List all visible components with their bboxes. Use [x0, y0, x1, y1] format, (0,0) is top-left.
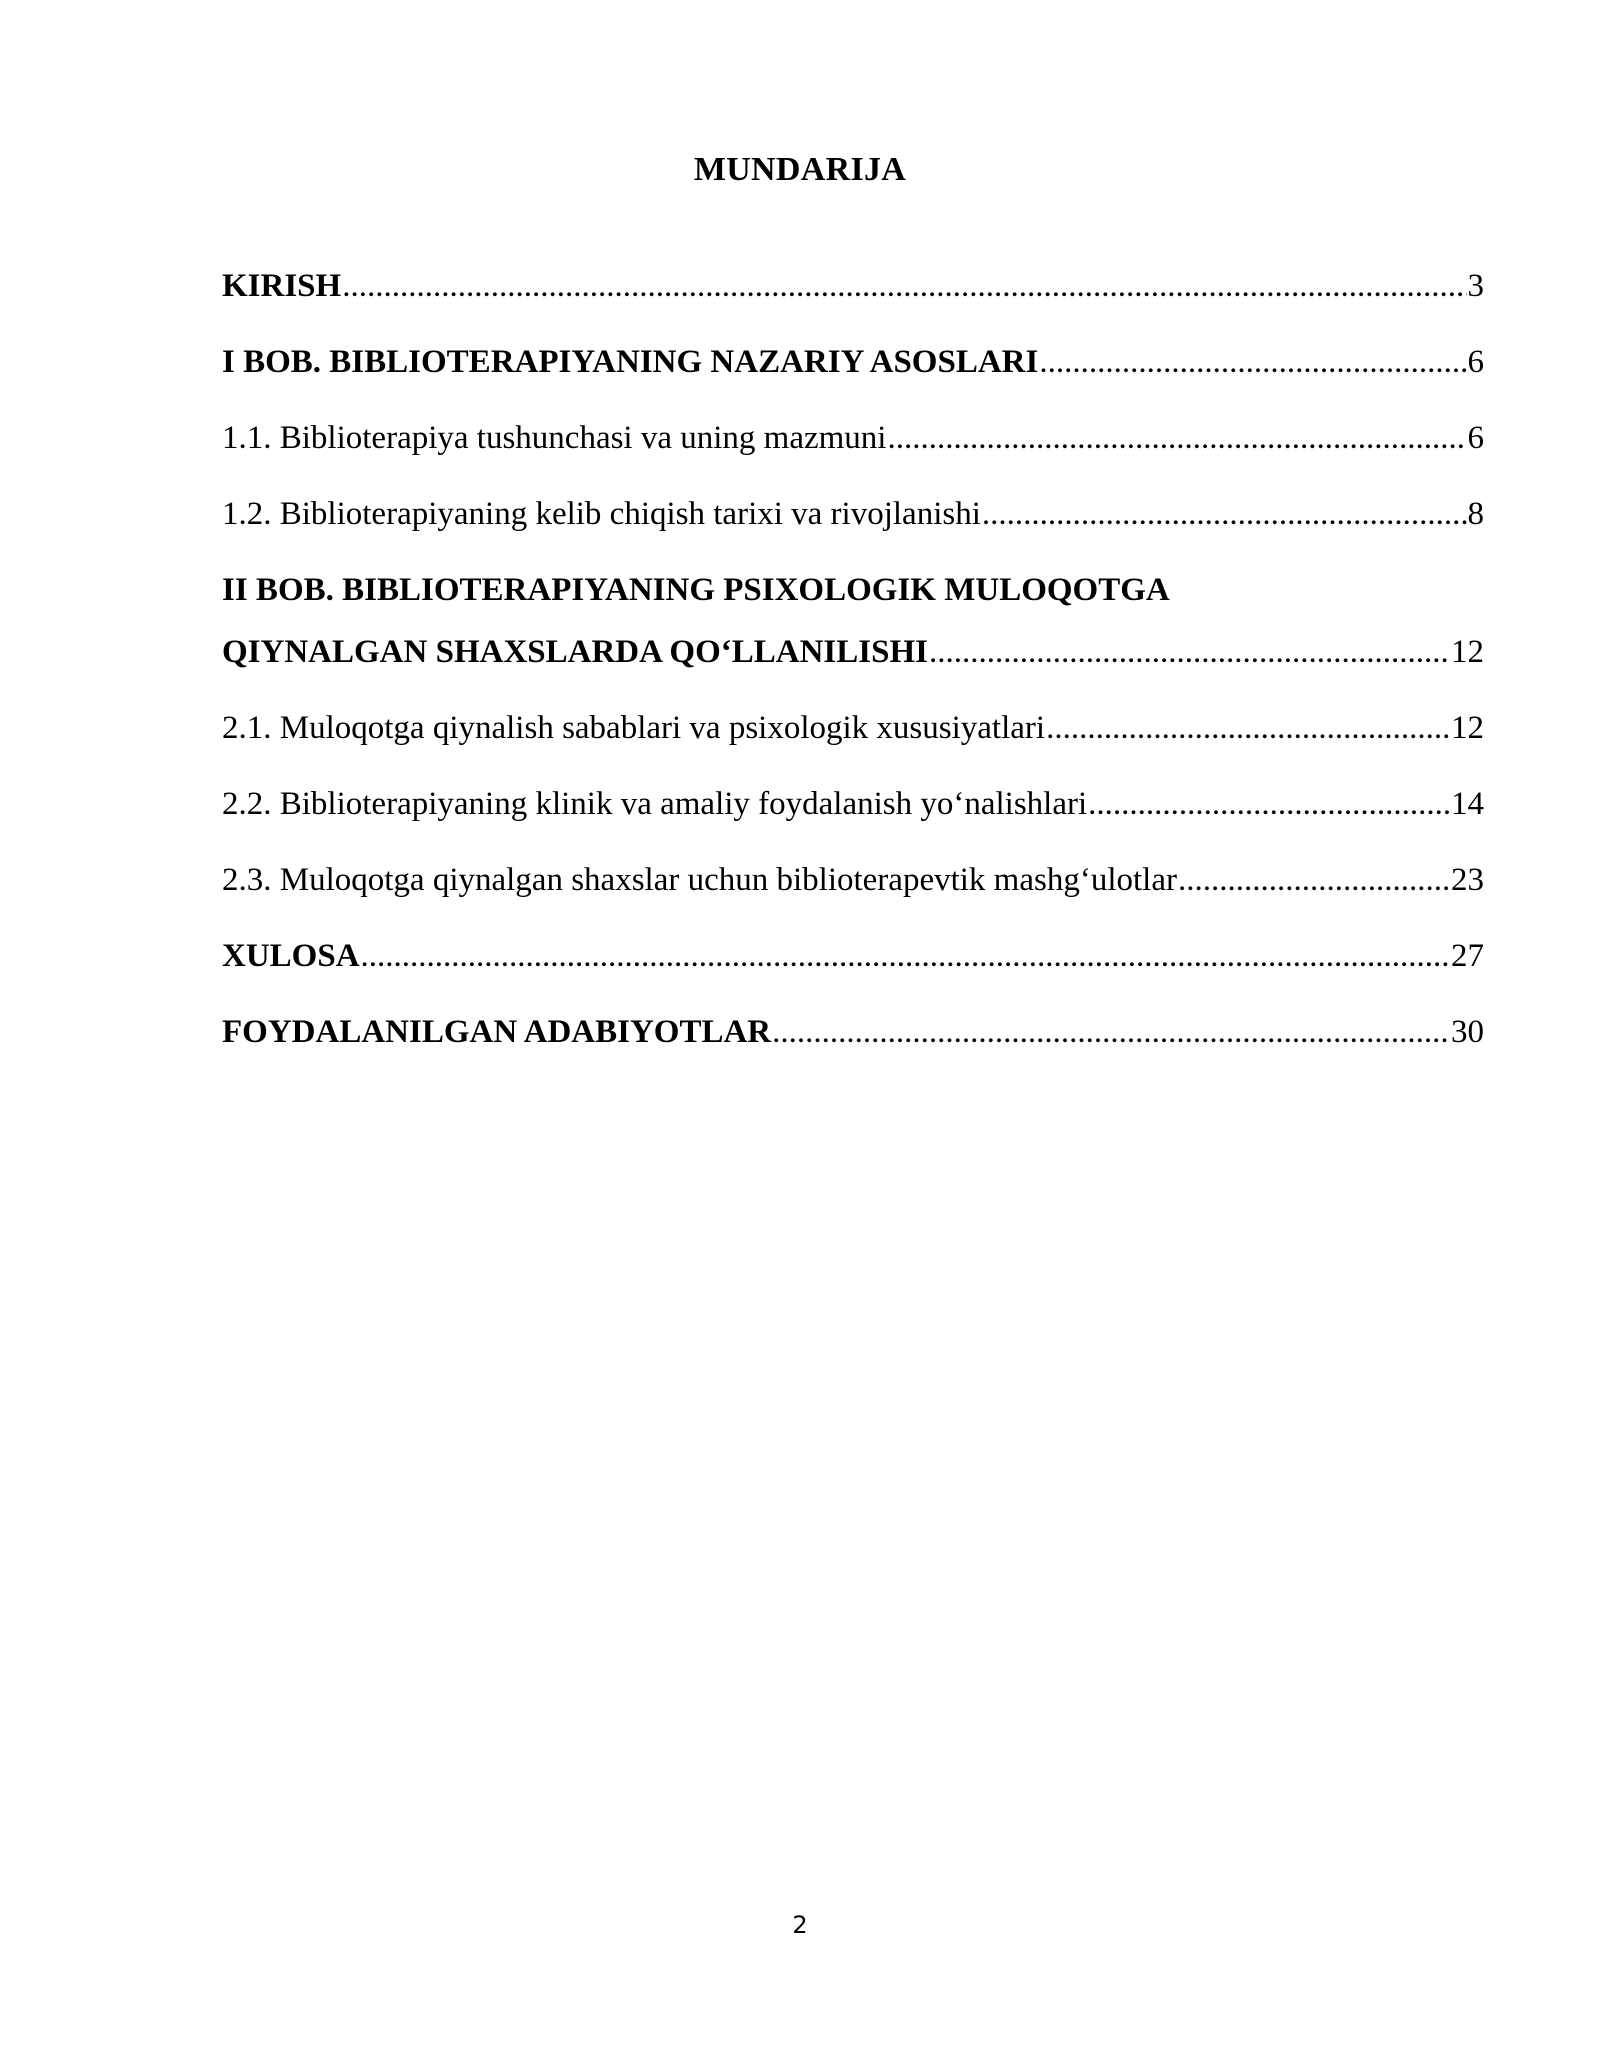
toc-entry-chapter-1[interactable]: [222, 342, 1484, 382]
toc-entry-1-1[interactable]: [222, 418, 1484, 458]
toc-entry-2-1[interactable]: [222, 708, 1484, 748]
dot-leader: [887, 418, 1466, 458]
dot-leader: [1088, 784, 1450, 824]
toc-entry-xulosa[interactable]: [222, 936, 1484, 976]
toc-entry-kirish[interactable]: [222, 266, 1484, 306]
toc-entry-page: 30: [1451, 1014, 1484, 1050]
toc-entry-label: 2.1. Muloqotga qiynalish sabablari va psixologik xususiyatlari: [222, 710, 1046, 746]
dot-leader: [361, 936, 1450, 976]
toc-entry-page: 27: [1451, 938, 1484, 974]
toc-entry-page: 23: [1451, 862, 1484, 898]
dot-leader: [1046, 708, 1450, 748]
dot-leader: [342, 266, 1466, 306]
toc-entry-page: 6: [1467, 344, 1484, 380]
toc-entry-label: 1.1. Biblioterapiya tushunchasi va uning mazmuni: [222, 420, 887, 456]
toc-entry-page: 12: [1451, 710, 1484, 746]
toc-entry-2-3[interactable]: [222, 860, 1484, 900]
toc-entry-label-line1: II BOB. BIBLIOTERAPIYANING PSIXOLOGIK MULOQOTGA: [222, 572, 1170, 608]
toc-entry-label: XULOSA: [222, 938, 360, 974]
toc-entry-1-2[interactable]: [222, 494, 1484, 534]
toc-entry-chapter-2[interactable]: [222, 570, 1484, 672]
toc-entry-label: I BOB. BIBLIOTERAPIYANING NAZARIY ASOSLARI: [222, 344, 1039, 380]
toc-entry-page: 6: [1467, 420, 1484, 456]
toc-entry-label: 2.2. Biblioterapiyaning klinik va amaliy foydalanish yo‘nalishlari: [222, 786, 1088, 822]
dot-leader: [1178, 860, 1450, 900]
toc-entry-label: QIYNALGAN SHAXSLARDA QO‘LLANILISHI: [222, 634, 928, 670]
toc-entry-label: 1.2. Biblioterapiyaning kelib chiqish tarixi va rivojlanishi: [222, 496, 981, 532]
toc-entry-label: 2.3. Muloqotga qiynalgan shaxslar uchun biblioterapevtik mashg‘ulotlar: [222, 862, 1177, 898]
toc-entry-page: 14: [1451, 786, 1484, 822]
dot-leader: [982, 494, 1467, 534]
toc-entry-page: 8: [1467, 496, 1484, 532]
toc-entry-page: 3: [1467, 268, 1484, 304]
dot-leader: [772, 1012, 1450, 1052]
toc-entry-adabiyotlar[interactable]: [222, 1012, 1484, 1052]
page-title: MUNDARIJA: [693, 151, 907, 188]
page-number: 2: [792, 1911, 808, 1939]
toc-entry-label: KIRISH: [222, 268, 342, 304]
toc-entry-page: 12: [1451, 634, 1484, 670]
toc-entry-label: FOYDALANILGAN ADABIYOTLAR: [222, 1014, 772, 1050]
dot-leader: [929, 632, 1450, 672]
toc-entry-2-2[interactable]: [222, 784, 1484, 824]
dot-leader: [1039, 342, 1466, 382]
